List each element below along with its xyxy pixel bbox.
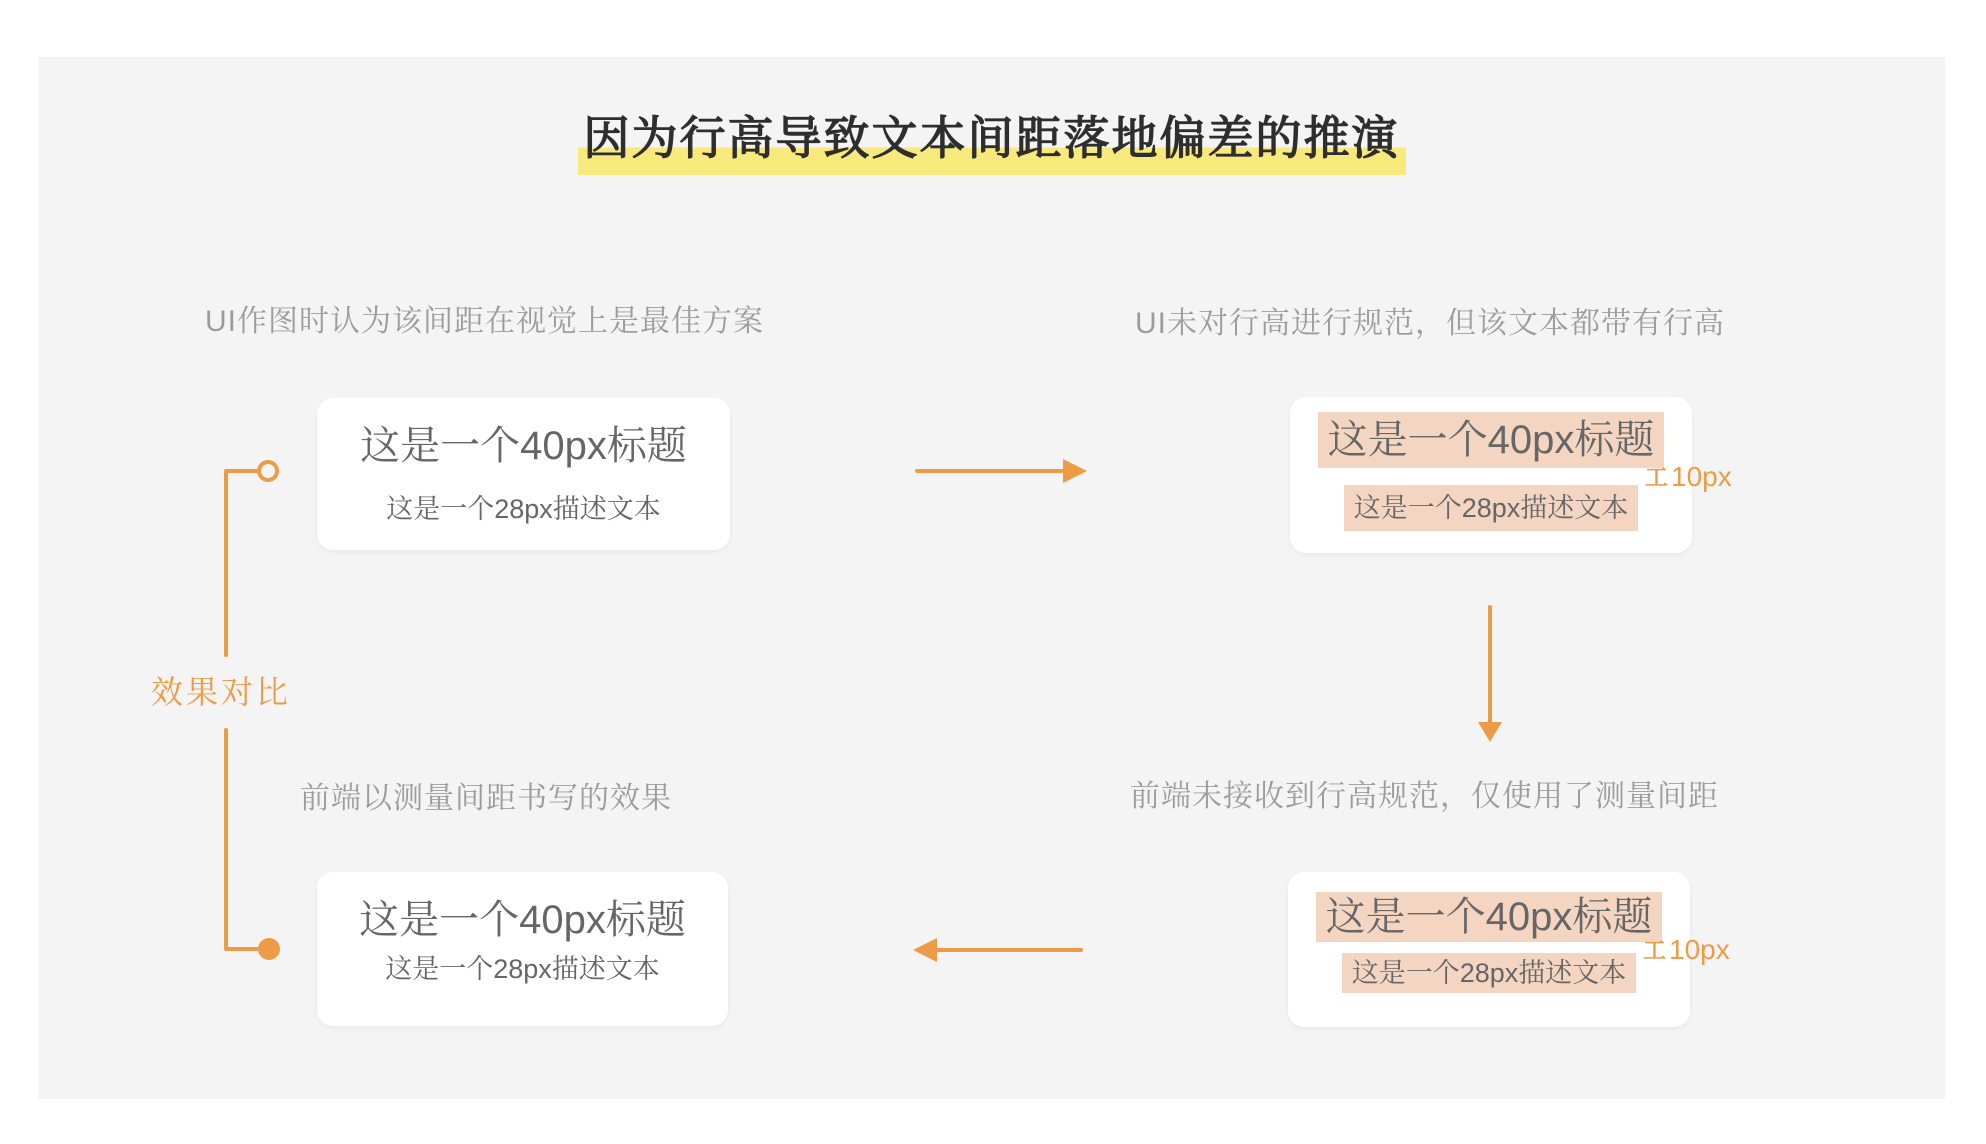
card-ui-lineheight (1290, 397, 1732, 553)
section-label-ui-lineheight: UI未对行高进行规范，但该文本都带有行高 (1135, 307, 1725, 340)
bracket-filled-circle-icon (258, 938, 280, 960)
bracket-line-vertical-lower (224, 728, 228, 949)
arrow-head (913, 938, 937, 962)
gap-annotation (1645, 461, 1732, 493)
arrow-shaft (915, 469, 1067, 473)
card-title-text-highlighted: 这是一个40px标题 (1318, 412, 1665, 468)
card-fe-result (317, 872, 728, 1026)
gap-value: 10px (1671, 461, 1732, 492)
card-desc-text: 这是一个28px描述文本 (386, 494, 661, 524)
section-label-fe-result: 前端以测量间距书写的效果 (300, 782, 672, 815)
section-label-fe-measured: 前端未接收到行高规范，仅使用了测量间距 (1130, 780, 1719, 813)
card-title-text-highlighted: 这是一个40px标题 (1316, 892, 1663, 942)
card-fe-measured (1288, 872, 1730, 1027)
card-title-text: 这是一个40px标题 (359, 898, 686, 942)
diagram-title-text: 因为行高导致文本间距落地偏差的推演 (578, 112, 1406, 175)
arrow-down-icon (1478, 605, 1502, 742)
spacing-ibeam-icon: 工 (1645, 464, 1668, 490)
bracket-line-bottom (224, 947, 259, 951)
arrow-right-icon (915, 459, 1087, 483)
gap-annotation (1643, 934, 1730, 966)
bracket-label: 效果对比 (151, 674, 292, 710)
card-title-text: 这是一个40px标题 (360, 424, 687, 468)
bracket-line-top (224, 469, 259, 473)
bracket-line-vertical-upper (224, 471, 228, 657)
arrow-head (1063, 459, 1087, 483)
arrow-shaft (933, 948, 1083, 952)
card-ui-intent (317, 398, 730, 550)
diagram-panel (38, 57, 1945, 1099)
card-desc-text-highlighted: 这是一个28px描述文本 (1342, 953, 1637, 993)
card-desc-text-highlighted: 这是一个28px描述文本 (1344, 485, 1639, 531)
card-desc-text: 这是一个28px描述文本 (385, 954, 660, 984)
bracket-hollow-circle-icon (257, 460, 279, 482)
section-label-ui-intent: UI作图时认为该间距在视觉上是最佳方案 (205, 305, 764, 338)
arrow-shaft (1488, 605, 1492, 724)
diagram-title (38, 112, 1945, 175)
spacing-ibeam-icon: 工 (1643, 937, 1666, 963)
arrow-left-icon (913, 938, 1083, 962)
arrow-head (1478, 722, 1502, 742)
gap-value: 10px (1669, 934, 1730, 965)
